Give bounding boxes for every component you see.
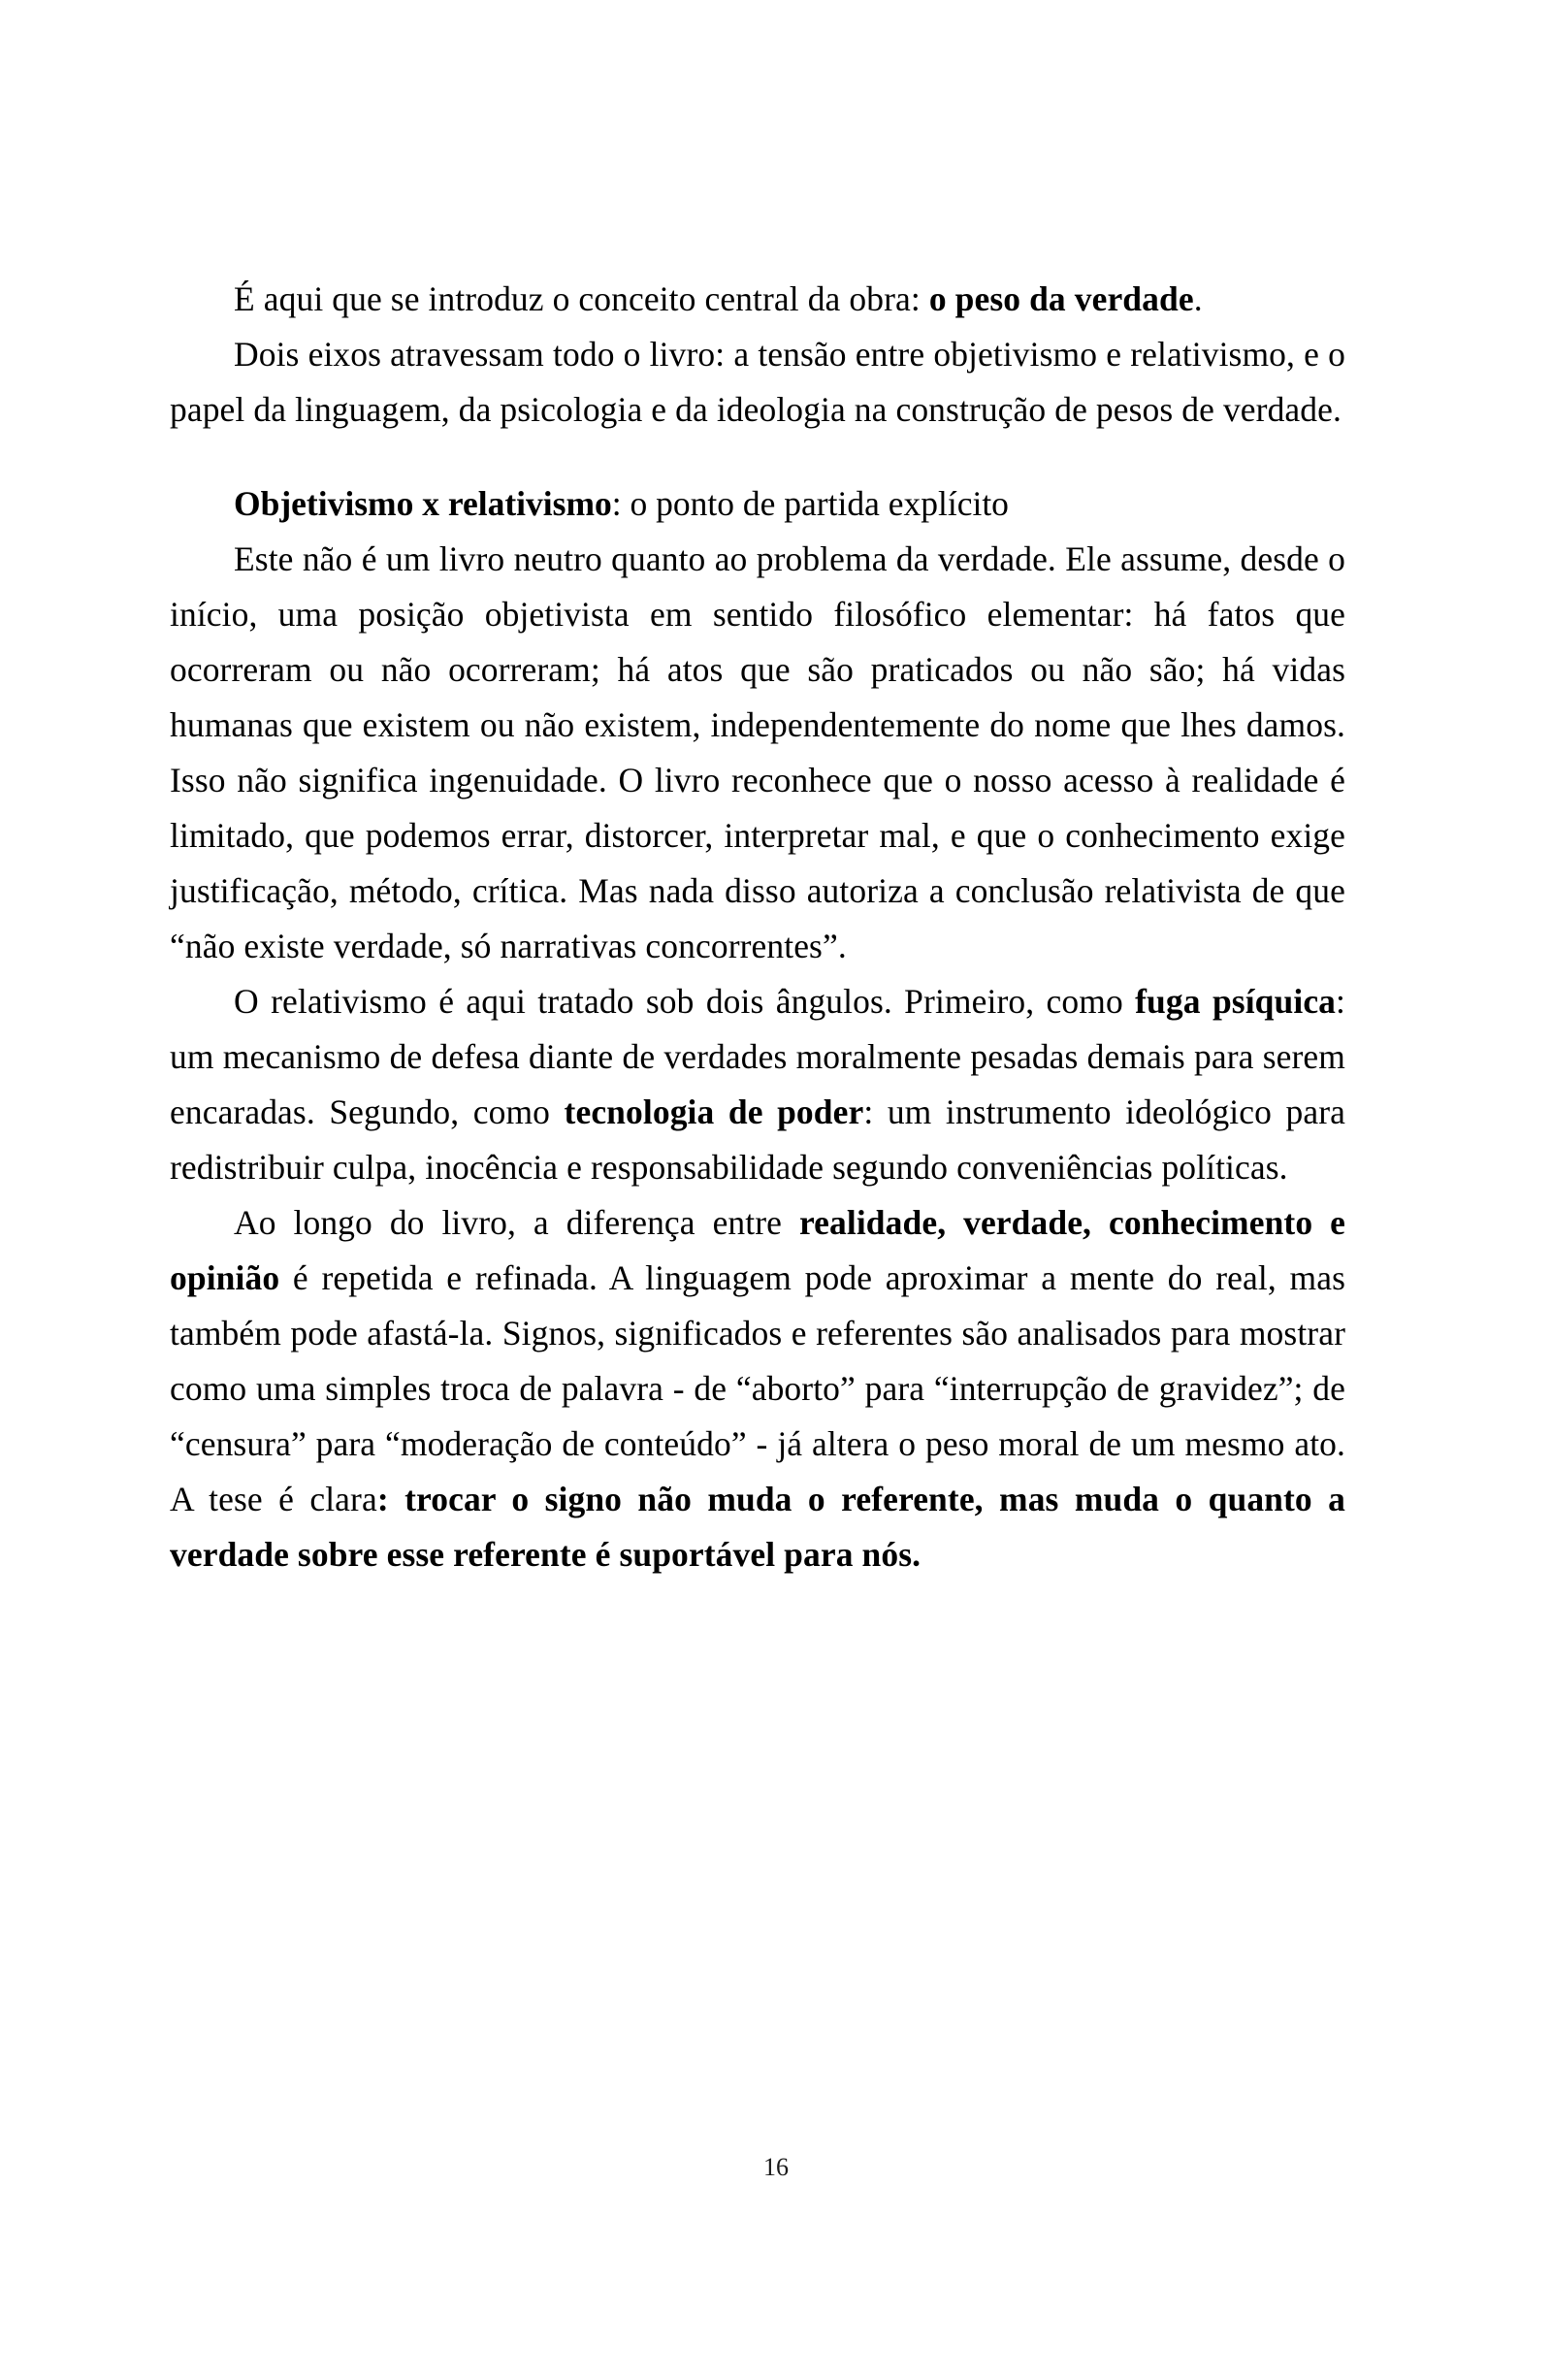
bold-run-3: tecnologia de poder xyxy=(564,1092,864,1131)
bold-run-1: o peso da verdade xyxy=(928,279,1194,318)
paragraph-1 xyxy=(170,272,1345,327)
page-number: 16 xyxy=(763,2153,789,2181)
text-run-4: : um instrumento ideológico para redistribuir culpa, inocência e responsabilidade segundo conveniências políticas. xyxy=(170,1092,1354,1187)
text-run-2: : um mecanismo de defesa diante de verdades moralmente pesadas demais para serem encaradas. Segundo, como xyxy=(170,982,1354,1131)
text-run-2: é repetida e refinada. A linguagem pode aproximar a mente do real, mas também pode afastá-la. Signos, significados e referentes são analisados para mostrar como uma simples troca de palavra - de “aborto” para “interrupção de gravidez”; de “censura” para “moderação de conteúdo” - já altera o peso moral de um mesmo ato. A tese é clara xyxy=(170,1258,1354,1518)
text-run-0: É aqui que se introduz o conceito central da obra: xyxy=(234,279,929,318)
paragraph-4 xyxy=(170,974,1354,1195)
text-run-0: O relativismo é aqui tratado sob dois ângulos. Primeiro, como xyxy=(234,982,1136,1021)
bold-run-1: fuga psíquica xyxy=(1135,982,1337,1021)
text-column xyxy=(170,272,1354,1582)
paragraph-5 xyxy=(170,1195,1354,1582)
text-run-1: : o ponto de partida explícito xyxy=(611,484,1009,523)
bold-run-1: realidade, verdade, conhecimento e opinião xyxy=(170,1203,1354,1297)
paragraph-3 xyxy=(170,532,1354,974)
text-run-0: Dois eixos atravessam todo o livro: a tensão entre objetivismo e relativismo, e o papel da linguagem, da psicologia e da ideologia na construção de pesos de verdade. xyxy=(170,335,1354,429)
section-subheading xyxy=(170,476,1345,532)
paragraph-2 xyxy=(170,327,1354,438)
text-run-0: Ao longo do livro, a diferença entre xyxy=(234,1203,799,1242)
text-run-2: . xyxy=(1193,279,1203,318)
text-run-0: Este não é um livro neutro quanto ao problema da verdade. Ele assume, desde o início, uma posição objetivista em sentido filosófico elementar: há fatos que ocorreram ou não ocorreram; há atos que são praticados ou não são; há vidas humanas que existem ou não existem, independentemente do nome que lhes damos. Isso não significa ingenuidade. O livro reconhece que o nosso acesso à realidade é limitado, que podemos errar, distorcer, interpretar mal, e que o conhecimento exige justificação, método, crítica. Mas nada disso autoriza a conclusão relativista de que “não existe verdade, só narrativas concorrentes”. xyxy=(170,539,1354,965)
bold-run-0: Objetivismo x relativismo xyxy=(234,484,612,523)
bold-run-3: : trocar o signo não muda o referente, mas muda o quanto a verdade sobre esse referente é suportável para nós. xyxy=(170,1480,1354,1574)
